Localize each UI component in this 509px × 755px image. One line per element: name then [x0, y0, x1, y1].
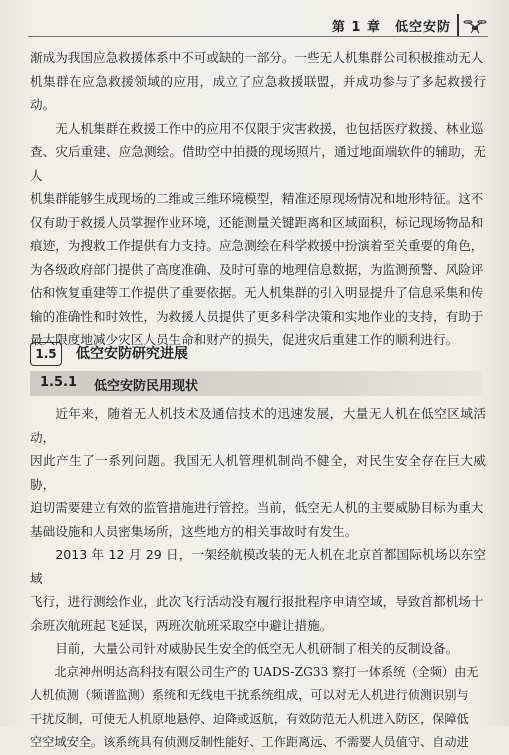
- section-body: [30, 402, 486, 755]
- subsection-title: 低空安防民用现状: [94, 379, 199, 394]
- paragraph-line: 空空域安全。该系统具有侦测反制性能好、工作距离远、不需要人员值守、自动进: [30, 735, 469, 749]
- paragraph-line: 输的准确性和时效性，为救援人员提供了更多科学决策和实地作业的支持，有助于: [30, 308, 484, 324]
- paragraph-line: 因此产生了一系列问题。我国无人机管理机制尚不健全，对民生安全存在巨大威胁，: [30, 453, 486, 492]
- subsection-number: 1.5.1: [40, 375, 78, 390]
- paragraph-line: 痕迹，为搜救工作提供有力支持。应急测绘在科学救援中扮演着至关重要的角色，: [30, 238, 484, 253]
- paragraph-line: 基础设施和人员密集场所，这些地方的相关事故时有发生。: [30, 523, 358, 539]
- header-divider: [457, 14, 459, 36]
- paragraph-line: 飞行，进行测绘作业，此次飞行活动没有履行报批程序申请空域，导致首都机场十: [30, 594, 484, 609]
- paragraph-line: 人机侦测（频谱监测）系统和无线电干扰系统组成，可以对无人机进行侦测识别与: [30, 688, 469, 702]
- paragraph-line: 迫切需要建立有效的监管措施进行管控。当前，低空无人机的主要威胁目标为重大: [30, 500, 484, 515]
- running-header: [0, 12, 509, 42]
- paragraph-line: 渐成为我国应急救援体系中不可或缺的一部分。一些无人机集群公司积极推动无人: [30, 50, 484, 65]
- section-heading: [30, 340, 486, 368]
- intro-text: [30, 46, 486, 352]
- paragraph-line: 2013 年 12 月 29 日，一架经航模改装的无人机在北京首都国际机场以东空域: [30, 547, 486, 586]
- paragraph-line: 近年来，随着无人机技术及通信技术的迅速发展，大量无人机在低空区域活动，: [30, 406, 486, 445]
- subsection-heading: [30, 371, 482, 396]
- paragraph-line: 最大限度地减少灾区人员生命和财产的损失，促进灾后重建工作的顺利进行。: [30, 332, 459, 347]
- paragraph-line: 机集群在应急救援领域的应用，成立了应急救援联盟，并成功参与了多起救援行动。: [30, 73, 486, 112]
- paragraph-line: 目前，大量公司针对威胁民生安全的低空无人机研制了相关的反制设备。: [55, 641, 459, 656]
- paragraph-line: 估和恢复重建等工作提供了重要依据。无人机集群的引入明显提升了信息采集和传: [30, 285, 484, 300]
- paragraph-line: 为各级政府部门提供了高度准确、及时可靠的地理信息数据，为监测预警、风险评: [30, 261, 484, 277]
- chapter-title: 第 1 章 低空安防: [331, 20, 451, 35]
- drone-icon: [463, 18, 487, 34]
- paragraph-line: 余班次航班起飞延误，两班次航班采取空中避让措施。: [30, 617, 333, 633]
- section-number: 1.5: [30, 342, 62, 366]
- paragraph-line: 机集群能够生成现场的二维或三维环境模型，精准还原现场情况和地形特征。这不: [30, 191, 484, 206]
- paragraph-line: 北京神州明达高科技有限公司生产的 UADS-ZG33 察打一体系统（全频）由无: [54, 664, 479, 679]
- section-title: 低空安防研究进展: [76, 346, 188, 362]
- paragraph-line: 查、灾后重建、应急测绘。借助空中拍摄的现场照片，通过地面端软件的辅助，无人: [30, 144, 486, 183]
- paragraph-line: 无人机集群在救援工作中的应用不仅限于灾害救援，也包括医疗救援、林业巡: [55, 120, 484, 136]
- paragraph-line: 干扰反制，可使无人机原地悬停、迫降或返航，有效防范无人机进入防区，保障低: [30, 711, 469, 726]
- header-rule: [28, 36, 488, 37]
- paragraph-line: 仅有助于救援人员掌握作业环境，还能测量关键距离和区域面积，标记现场物品和: [30, 214, 484, 230]
